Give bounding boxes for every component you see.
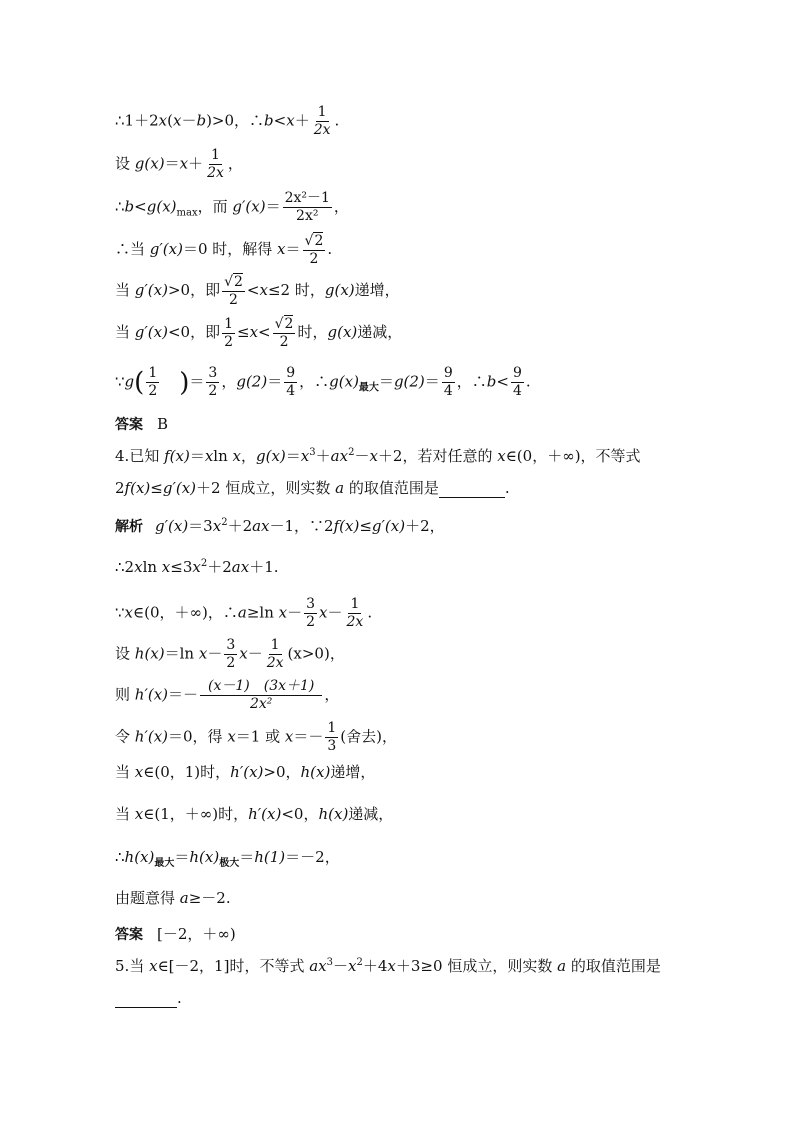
denominator: 2	[226, 655, 236, 671]
text: ，	[333, 197, 349, 216]
text: ≤3	[170, 558, 193, 576]
fraction	[222, 273, 245, 309]
text: .	[504, 479, 510, 497]
var: x	[172, 111, 182, 130]
answer-line-4	[115, 924, 236, 945]
var: x	[348, 957, 357, 975]
denominator: 2x²	[250, 696, 273, 712]
text: ＋2，若对任意的	[377, 447, 498, 465]
func: g(2)	[393, 372, 425, 391]
numerator: 9	[286, 365, 296, 381]
derivative: g′(x)	[155, 517, 189, 535]
denominator: 4	[512, 383, 522, 399]
text: ＋2，	[405, 517, 445, 535]
func: f(x)	[164, 447, 190, 465]
text: ≤	[150, 479, 163, 497]
var: x	[284, 727, 294, 746]
text: ＝	[189, 447, 205, 465]
derivative: h′(x)	[248, 805, 282, 823]
var: x	[158, 111, 168, 130]
text: <0，即	[167, 323, 221, 341]
fraction	[206, 365, 219, 400]
text: .	[367, 603, 373, 622]
text: ∴	[115, 848, 125, 866]
func: h(x)	[300, 763, 331, 781]
text: ＝	[174, 848, 190, 866]
radicand: 2	[234, 274, 243, 290]
text: 递增，	[330, 763, 376, 781]
analysis-line-1	[115, 516, 445, 537]
text: ＋2	[227, 517, 253, 535]
fraction	[345, 596, 366, 631]
solution-line-4	[115, 232, 332, 268]
text: ∈(0，＋∞)，∴	[133, 603, 238, 622]
text: ＋	[294, 111, 310, 130]
numerator: (x－1) (3x＋1)	[200, 678, 322, 696]
text: ，	[227, 154, 243, 173]
var: x	[300, 447, 310, 465]
question-number: 4.	[115, 447, 130, 465]
text: ＝0 时，解得	[182, 240, 278, 258]
text: ＝	[285, 240, 301, 258]
text: ＝	[424, 372, 440, 391]
var: x	[134, 763, 144, 781]
var: (x)	[156, 197, 177, 216]
var: ax	[252, 517, 270, 535]
solution-line-5	[115, 273, 400, 309]
text: 的取值范围是	[344, 479, 439, 497]
text: .	[327, 240, 333, 258]
numerator: 1	[270, 637, 280, 653]
text: 当	[115, 763, 135, 781]
text: ＝－2，	[285, 848, 340, 866]
func: h(1)	[254, 848, 286, 866]
text: 的取值范围是	[566, 957, 661, 975]
text: ≤	[359, 517, 372, 535]
denominator: 2	[224, 333, 233, 350]
var: x	[149, 957, 158, 975]
text: －	[181, 111, 197, 130]
text: ∈(0，1)时，	[143, 763, 231, 781]
subscript: 极大	[219, 858, 240, 869]
text: ＋	[315, 447, 331, 465]
right-paren: )	[179, 367, 190, 398]
text: 递增，	[354, 281, 400, 299]
text: ∈(0，＋∞)，不等式	[505, 447, 641, 465]
question-4-line-1	[115, 446, 641, 466]
var: b	[264, 111, 274, 130]
text: (舍去)，	[340, 727, 398, 746]
fraction	[284, 365, 297, 400]
text: ∴	[115, 197, 125, 216]
var: a	[237, 603, 247, 622]
var: x	[212, 517, 222, 535]
answer-line-3	[115, 414, 168, 435]
text: <	[273, 111, 287, 130]
text: ∵	[115, 372, 125, 391]
derivative: g′(x)	[134, 281, 168, 299]
analysis-line-6	[115, 720, 397, 755]
fraction	[511, 365, 524, 400]
exponent: 3	[309, 447, 316, 458]
solution-line-7	[115, 365, 531, 400]
text: 当	[115, 805, 135, 823]
numerator	[222, 273, 245, 292]
numerator: 2x²－1	[284, 190, 330, 206]
var: x	[204, 447, 214, 465]
exponent: 2	[221, 517, 228, 528]
text: (	[167, 111, 173, 130]
text: ，∴	[456, 372, 487, 391]
text: 当	[115, 281, 135, 299]
var: x	[198, 644, 208, 663]
text: (x>0)，	[287, 644, 345, 663]
denominator: 4	[286, 383, 296, 399]
answer-blank[interactable]	[115, 991, 177, 1008]
text: 令	[115, 727, 135, 746]
fraction	[312, 104, 333, 139]
func: f(x)	[333, 517, 360, 535]
var: (x)	[144, 154, 165, 173]
fraction	[224, 637, 237, 672]
fraction	[304, 596, 317, 631]
var: b	[196, 111, 207, 130]
var: x	[259, 281, 268, 299]
derivative: h′(x)	[230, 763, 264, 781]
fraction	[442, 365, 455, 400]
denominator: 2	[309, 251, 319, 267]
exponent: 2	[200, 558, 208, 569]
text: 时，	[297, 323, 328, 341]
text: ＋3≥0 恒成立，则实数	[395, 957, 558, 975]
text: ＝	[265, 197, 281, 216]
analysis-line-2	[115, 557, 279, 577]
answer-value: [－2，＋∞)	[157, 925, 236, 943]
text: 设	[115, 154, 135, 173]
text: ∴2	[115, 558, 135, 576]
var: x	[161, 558, 171, 576]
fraction	[146, 365, 159, 400]
func: f(x)	[124, 479, 151, 497]
subscript: 最大	[358, 382, 379, 394]
numerator: 1	[224, 315, 233, 332]
text: .	[177, 989, 182, 1007]
fraction	[265, 637, 286, 672]
derivative: g′(x)	[149, 240, 183, 258]
numerator: 1	[148, 365, 158, 381]
sqrt-sign: √	[304, 233, 314, 249]
denominator: 2	[306, 614, 316, 630]
var: x	[319, 603, 328, 622]
denominator: 3	[327, 738, 337, 754]
text: ，	[221, 372, 237, 391]
answer-blank[interactable]	[439, 481, 505, 498]
fraction	[283, 190, 332, 225]
solution-line-3	[115, 190, 349, 225]
fraction	[325, 720, 338, 755]
func: g	[146, 197, 157, 216]
text: ≤2 时，	[267, 281, 325, 299]
text: －	[287, 603, 303, 622]
text: ln	[213, 447, 233, 465]
text: ≥－2.	[188, 889, 231, 907]
text: －	[327, 603, 343, 622]
var: x	[239, 644, 248, 663]
numerator: 3	[306, 596, 316, 612]
func: g(x)	[329, 372, 359, 391]
text: ＝	[239, 848, 255, 866]
text: ∵	[115, 603, 125, 622]
var: a	[557, 957, 567, 975]
text: ＝	[164, 154, 180, 173]
derivative: g′(x)	[371, 517, 406, 535]
text: ∴当	[115, 240, 150, 258]
derivative: h′(x)	[134, 685, 169, 704]
solution-line-1	[115, 104, 339, 139]
answer-label: 答案	[115, 417, 143, 433]
text: 递减，	[357, 323, 403, 341]
question-number: 5.	[115, 957, 130, 975]
text: ＝0，得	[168, 727, 228, 746]
subscript: 最大	[154, 858, 175, 869]
denominator: 2x	[266, 655, 284, 671]
denominator: 2	[279, 334, 289, 350]
radicand: 2	[284, 316, 294, 332]
text: <	[134, 197, 147, 216]
var: ax	[330, 447, 349, 465]
numerator: 1	[327, 720, 337, 736]
text: ＋2 恒成立，则实数	[196, 479, 336, 497]
numerator	[303, 232, 326, 251]
derivative: g′(x)	[134, 323, 168, 341]
text: 当	[115, 323, 135, 341]
numerator	[273, 315, 296, 334]
question-4-line-2	[115, 478, 510, 498]
var: ax	[309, 957, 327, 975]
text: ＋	[188, 154, 204, 173]
func: g(x)	[327, 323, 358, 341]
var: b	[486, 372, 497, 391]
denominator: 2	[229, 292, 238, 308]
denominator: 2	[148, 383, 158, 399]
denominator: 2x	[346, 614, 364, 630]
analysis-line-9	[115, 847, 340, 867]
numerator: 3	[208, 365, 218, 381]
question-5-line-1	[115, 956, 661, 976]
derivative: g′(x)	[232, 197, 266, 216]
analysis-line-7	[115, 762, 375, 782]
analysis-label: 解析	[115, 519, 143, 535]
text: >0，即	[167, 281, 221, 299]
fraction	[273, 315, 296, 351]
answer-label: 答案	[115, 927, 143, 943]
text: ＝	[285, 447, 301, 465]
var: x	[278, 603, 288, 622]
text: 2	[115, 479, 125, 497]
var: x	[497, 447, 506, 465]
func: h(x)	[189, 848, 220, 866]
text: ＝3	[188, 517, 213, 535]
text: ∈(1，＋∞)时，	[143, 805, 249, 823]
text: 设	[115, 644, 135, 663]
text: ＝	[378, 372, 394, 391]
text: －	[354, 447, 370, 465]
text: ≤	[237, 323, 250, 341]
analysis-line-4	[115, 637, 345, 672]
text: <	[246, 281, 260, 299]
text: )>0，∴	[206, 111, 265, 130]
func: g(2)	[236, 372, 268, 391]
var: x	[232, 447, 241, 465]
text: 已知	[129, 447, 165, 465]
func: g	[134, 154, 145, 173]
denominator: 4	[443, 383, 453, 399]
var: b	[124, 197, 135, 216]
exponent: 3	[326, 957, 334, 968]
text: 由题意得	[115, 889, 180, 907]
text: .	[525, 372, 531, 391]
var: x	[179, 154, 189, 173]
fraction	[222, 316, 235, 351]
text: ，∴	[299, 372, 330, 391]
exponent: 2	[348, 447, 355, 458]
var: a	[179, 889, 189, 907]
text: －	[333, 957, 349, 975]
denominator: 2x	[313, 122, 331, 138]
func: g(x)	[324, 281, 355, 299]
var: x	[192, 558, 201, 576]
text: ＝	[189, 372, 205, 391]
text: ＝	[267, 372, 283, 391]
fraction	[303, 232, 326, 268]
analysis-line-10	[115, 888, 231, 908]
text: >0，	[263, 763, 301, 781]
var: x	[387, 957, 396, 975]
func: h(x)	[124, 848, 155, 866]
text: ＋4	[362, 957, 388, 975]
text: ＝1 或	[235, 727, 285, 746]
var: x	[134, 558, 143, 576]
text: －	[207, 644, 223, 663]
var: x	[124, 603, 134, 622]
text: ∴1＋2	[115, 111, 159, 130]
text: －1，∵2	[269, 517, 334, 535]
sqrt-sign: √	[224, 274, 233, 290]
question-5-line-2	[115, 988, 182, 1008]
exponent: 2	[356, 957, 363, 968]
numerator: 1	[350, 596, 360, 612]
analysis-line-8	[115, 804, 393, 824]
subscript: max	[176, 207, 198, 219]
func: g	[124, 372, 135, 391]
solution-line-6	[115, 315, 402, 351]
var: x	[134, 805, 144, 823]
analysis-line-5	[115, 678, 339, 713]
answer-value: B	[157, 415, 169, 433]
var: x	[249, 323, 259, 341]
var: x	[369, 447, 378, 465]
var: x	[277, 240, 286, 258]
text: －	[247, 644, 263, 663]
text: ＋2	[207, 558, 232, 576]
numerator: 1	[317, 104, 327, 120]
var: ax	[231, 558, 250, 576]
numerator: 9	[443, 365, 453, 381]
text: <	[258, 323, 271, 341]
text: ，	[324, 685, 340, 704]
text: ，而	[197, 197, 233, 216]
sqrt-sign: √	[274, 316, 284, 332]
text: ，	[241, 447, 257, 465]
text: ∈[－2，1]时，不等式	[157, 957, 310, 975]
func: h(x)	[318, 805, 349, 823]
text: 则	[115, 685, 135, 704]
var: x	[286, 111, 295, 130]
text: ＝－	[168, 685, 199, 704]
denominator: 2	[208, 383, 218, 399]
analysis-line-3	[115, 596, 372, 631]
numerator: 3	[226, 637, 236, 653]
text: .	[334, 111, 340, 130]
derivative: g′(x)	[162, 479, 197, 497]
text: <	[496, 372, 509, 391]
text: ＝ln	[164, 644, 199, 663]
func: g(x)	[256, 447, 286, 465]
text: ln	[142, 558, 162, 576]
fraction	[200, 678, 322, 713]
denominator: 2x	[207, 165, 224, 181]
left-paren: (	[134, 367, 145, 398]
text: ＝－	[293, 727, 324, 746]
var: a	[335, 479, 345, 497]
text: <0，	[281, 805, 319, 823]
denominator: 2x²	[296, 208, 319, 224]
text: ≥ln	[246, 603, 279, 622]
numerator: 9	[512, 365, 522, 381]
text: 递减，	[348, 805, 394, 823]
text: 当	[129, 957, 150, 975]
var: x	[227, 727, 236, 746]
fraction	[205, 147, 226, 182]
solution-line-2	[115, 147, 243, 182]
func: h(x)	[134, 644, 165, 663]
derivative: h′(x)	[134, 727, 169, 746]
numerator: 1	[211, 147, 220, 163]
text: ＋1.	[249, 558, 279, 576]
radicand: 2	[314, 233, 324, 249]
